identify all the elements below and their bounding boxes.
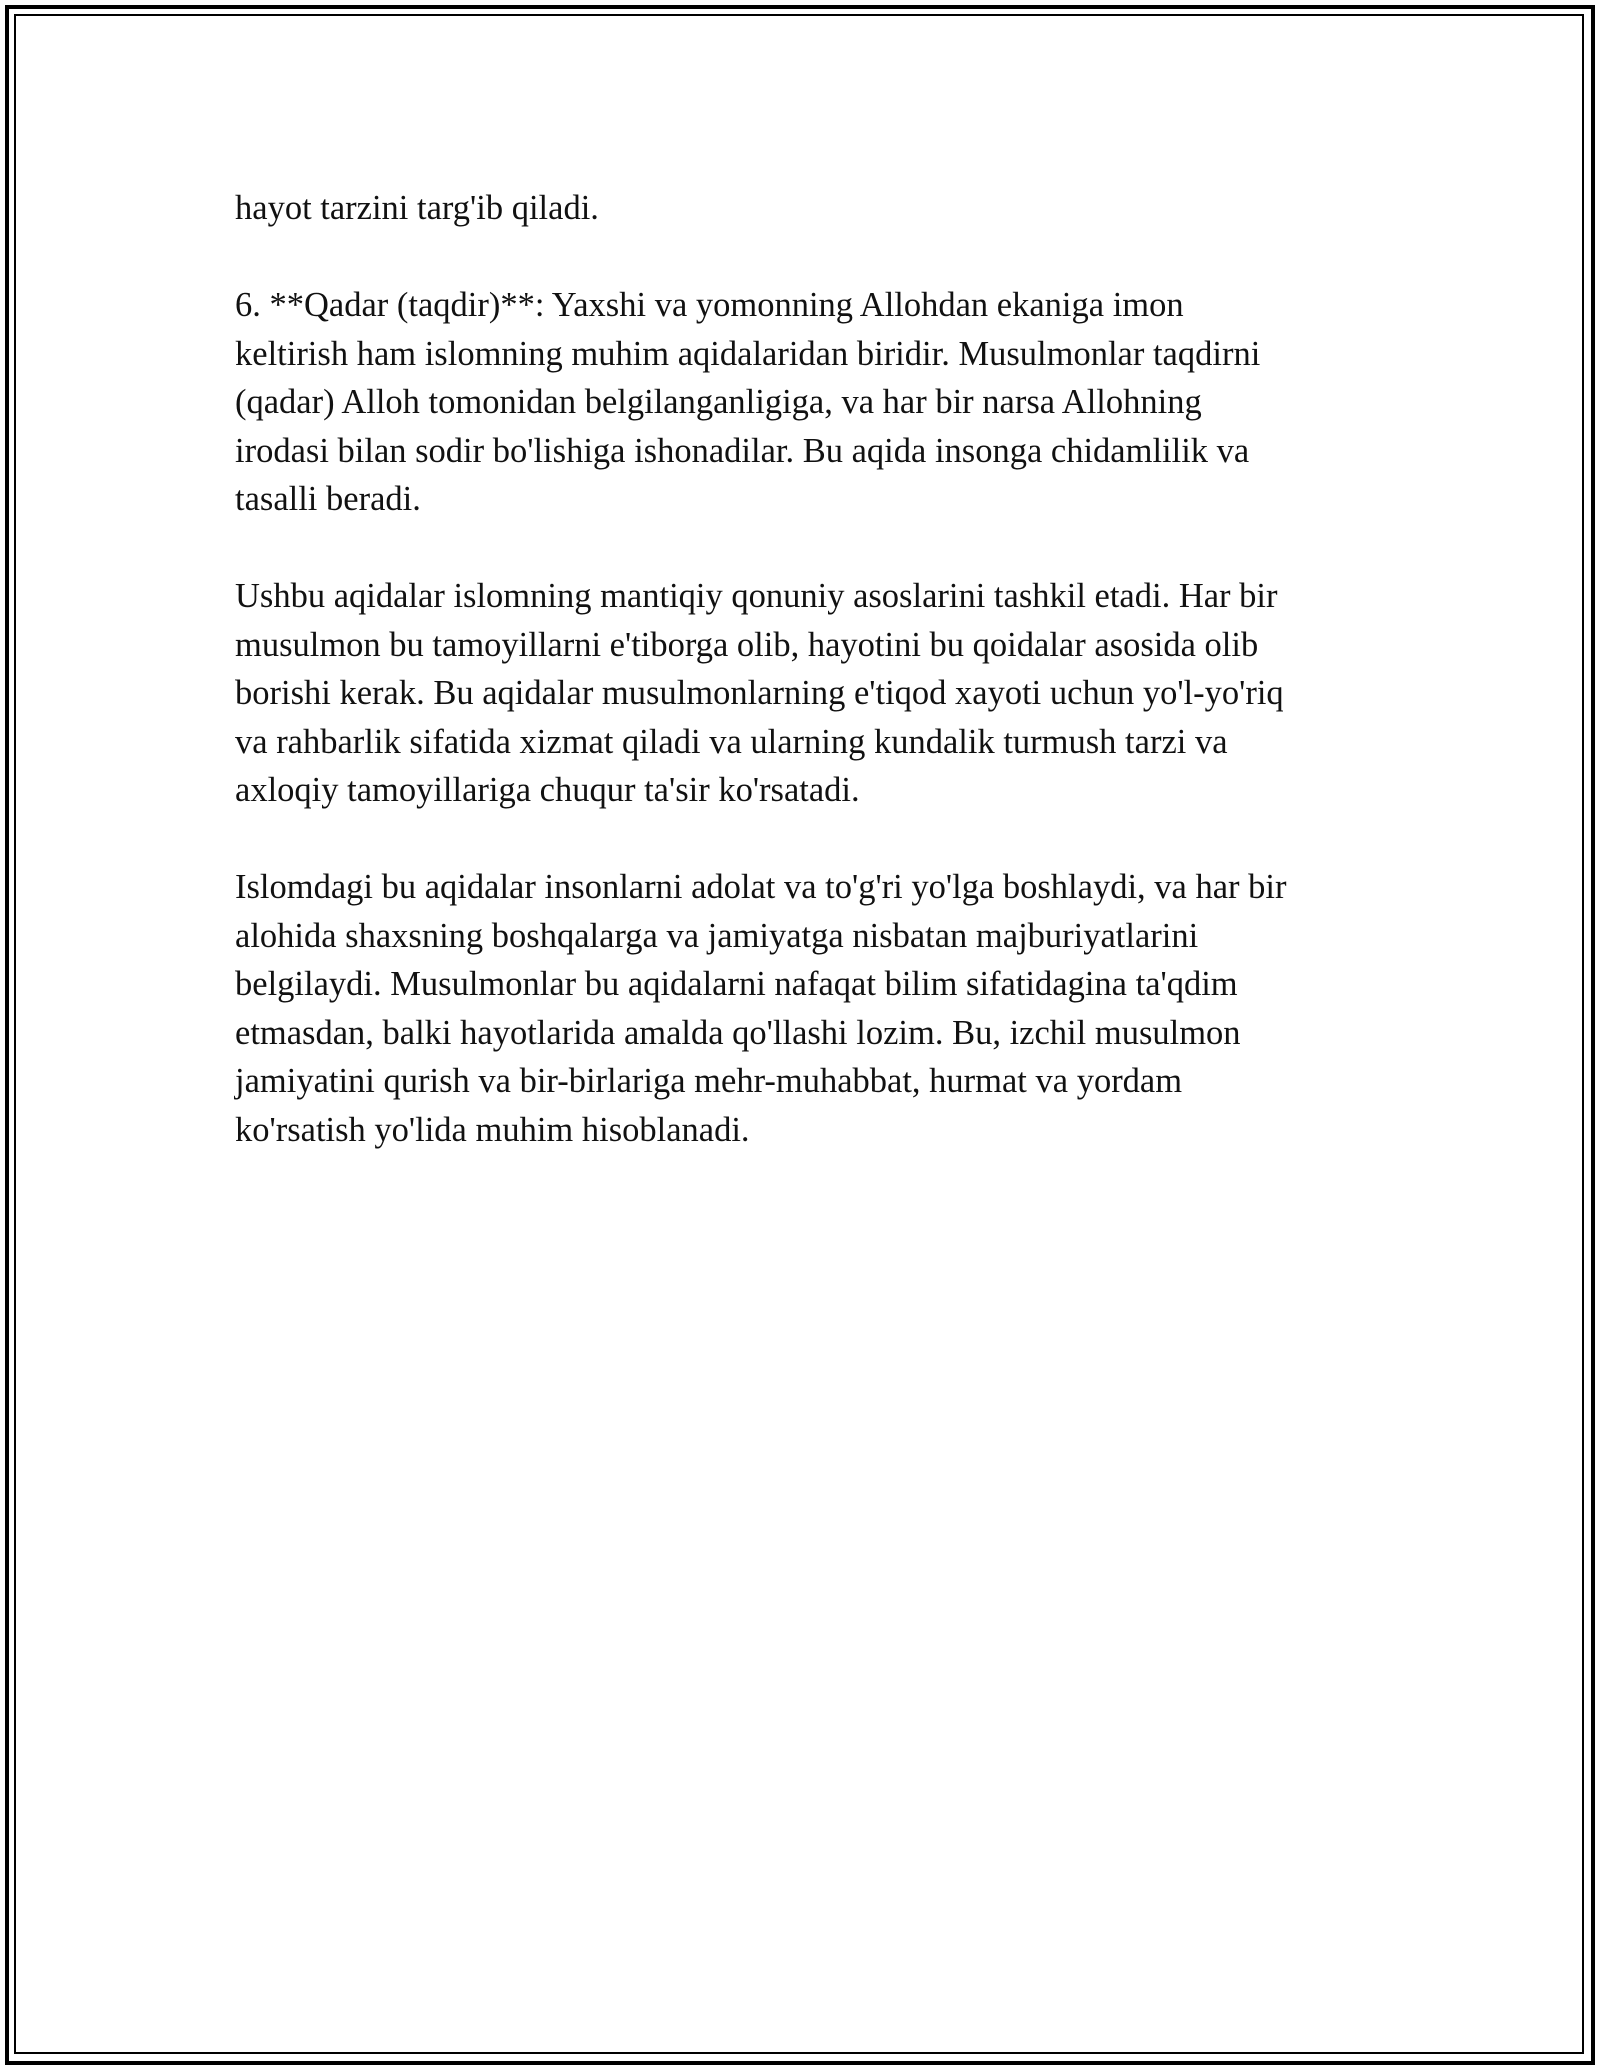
paragraph-continuation: hayot tarzini targ'ib qiladi. — [235, 189, 599, 227]
paragraph-qadar: 6. **Qadar (taqdir)**: Yaxshi va yomonning Allohdan ekaniga imon keltirish ham islomning muhim aqidalaridan biridir. Musulmonlar taqdirni (qadar) Alloh tomonidan belgilanganligiga, va har bir narsa Allohning irodasi bilan sodir bo'lishiga ishonadilar. Bu aqida insonga chidamlilik va tasalli beradi. — [235, 286, 1261, 518]
paragraph-foundations: Ushbu aqidalar islomning mantiqiy qonuniy asoslarini tashkil etadi. Har bir musulmon bu tamoyillarni e'tiborga olib, hayotini bu qoidalar asosida olib borishi kerak. Bu aqidalar musulmonlarning e'tiqod xayoti uchun yo'l-yo'riq va rahbarlik sifatida xizmat qiladi va ularning kundalik turmush tarzi va axloqiy tamoyillariga chuqur ta'sir ko'rsatadi. — [235, 577, 1284, 809]
paragraph-justice: Islomdagi bu aqidalar insonlarni adolat va to'g'ri yo'lga boshlaydi, va har bir alohida shaxsning boshqalarga va jamiyatga nisbatan majburiyatlarini belgilaydi. Musulmonlar bu aqidalarni nafaqat bilim sifatidagina ta'qdim etmasdan, balki hayotlarida amalda qo'llashi lozim. Bu, izchil musulmon jamiyatini qurish va bir-birlariga mehr-muhabbat, hurmat va yordam ko'rsatish yo'lida muhim hisoblanadi. — [235, 868, 1287, 1149]
document-body — [235, 184, 1385, 1203]
